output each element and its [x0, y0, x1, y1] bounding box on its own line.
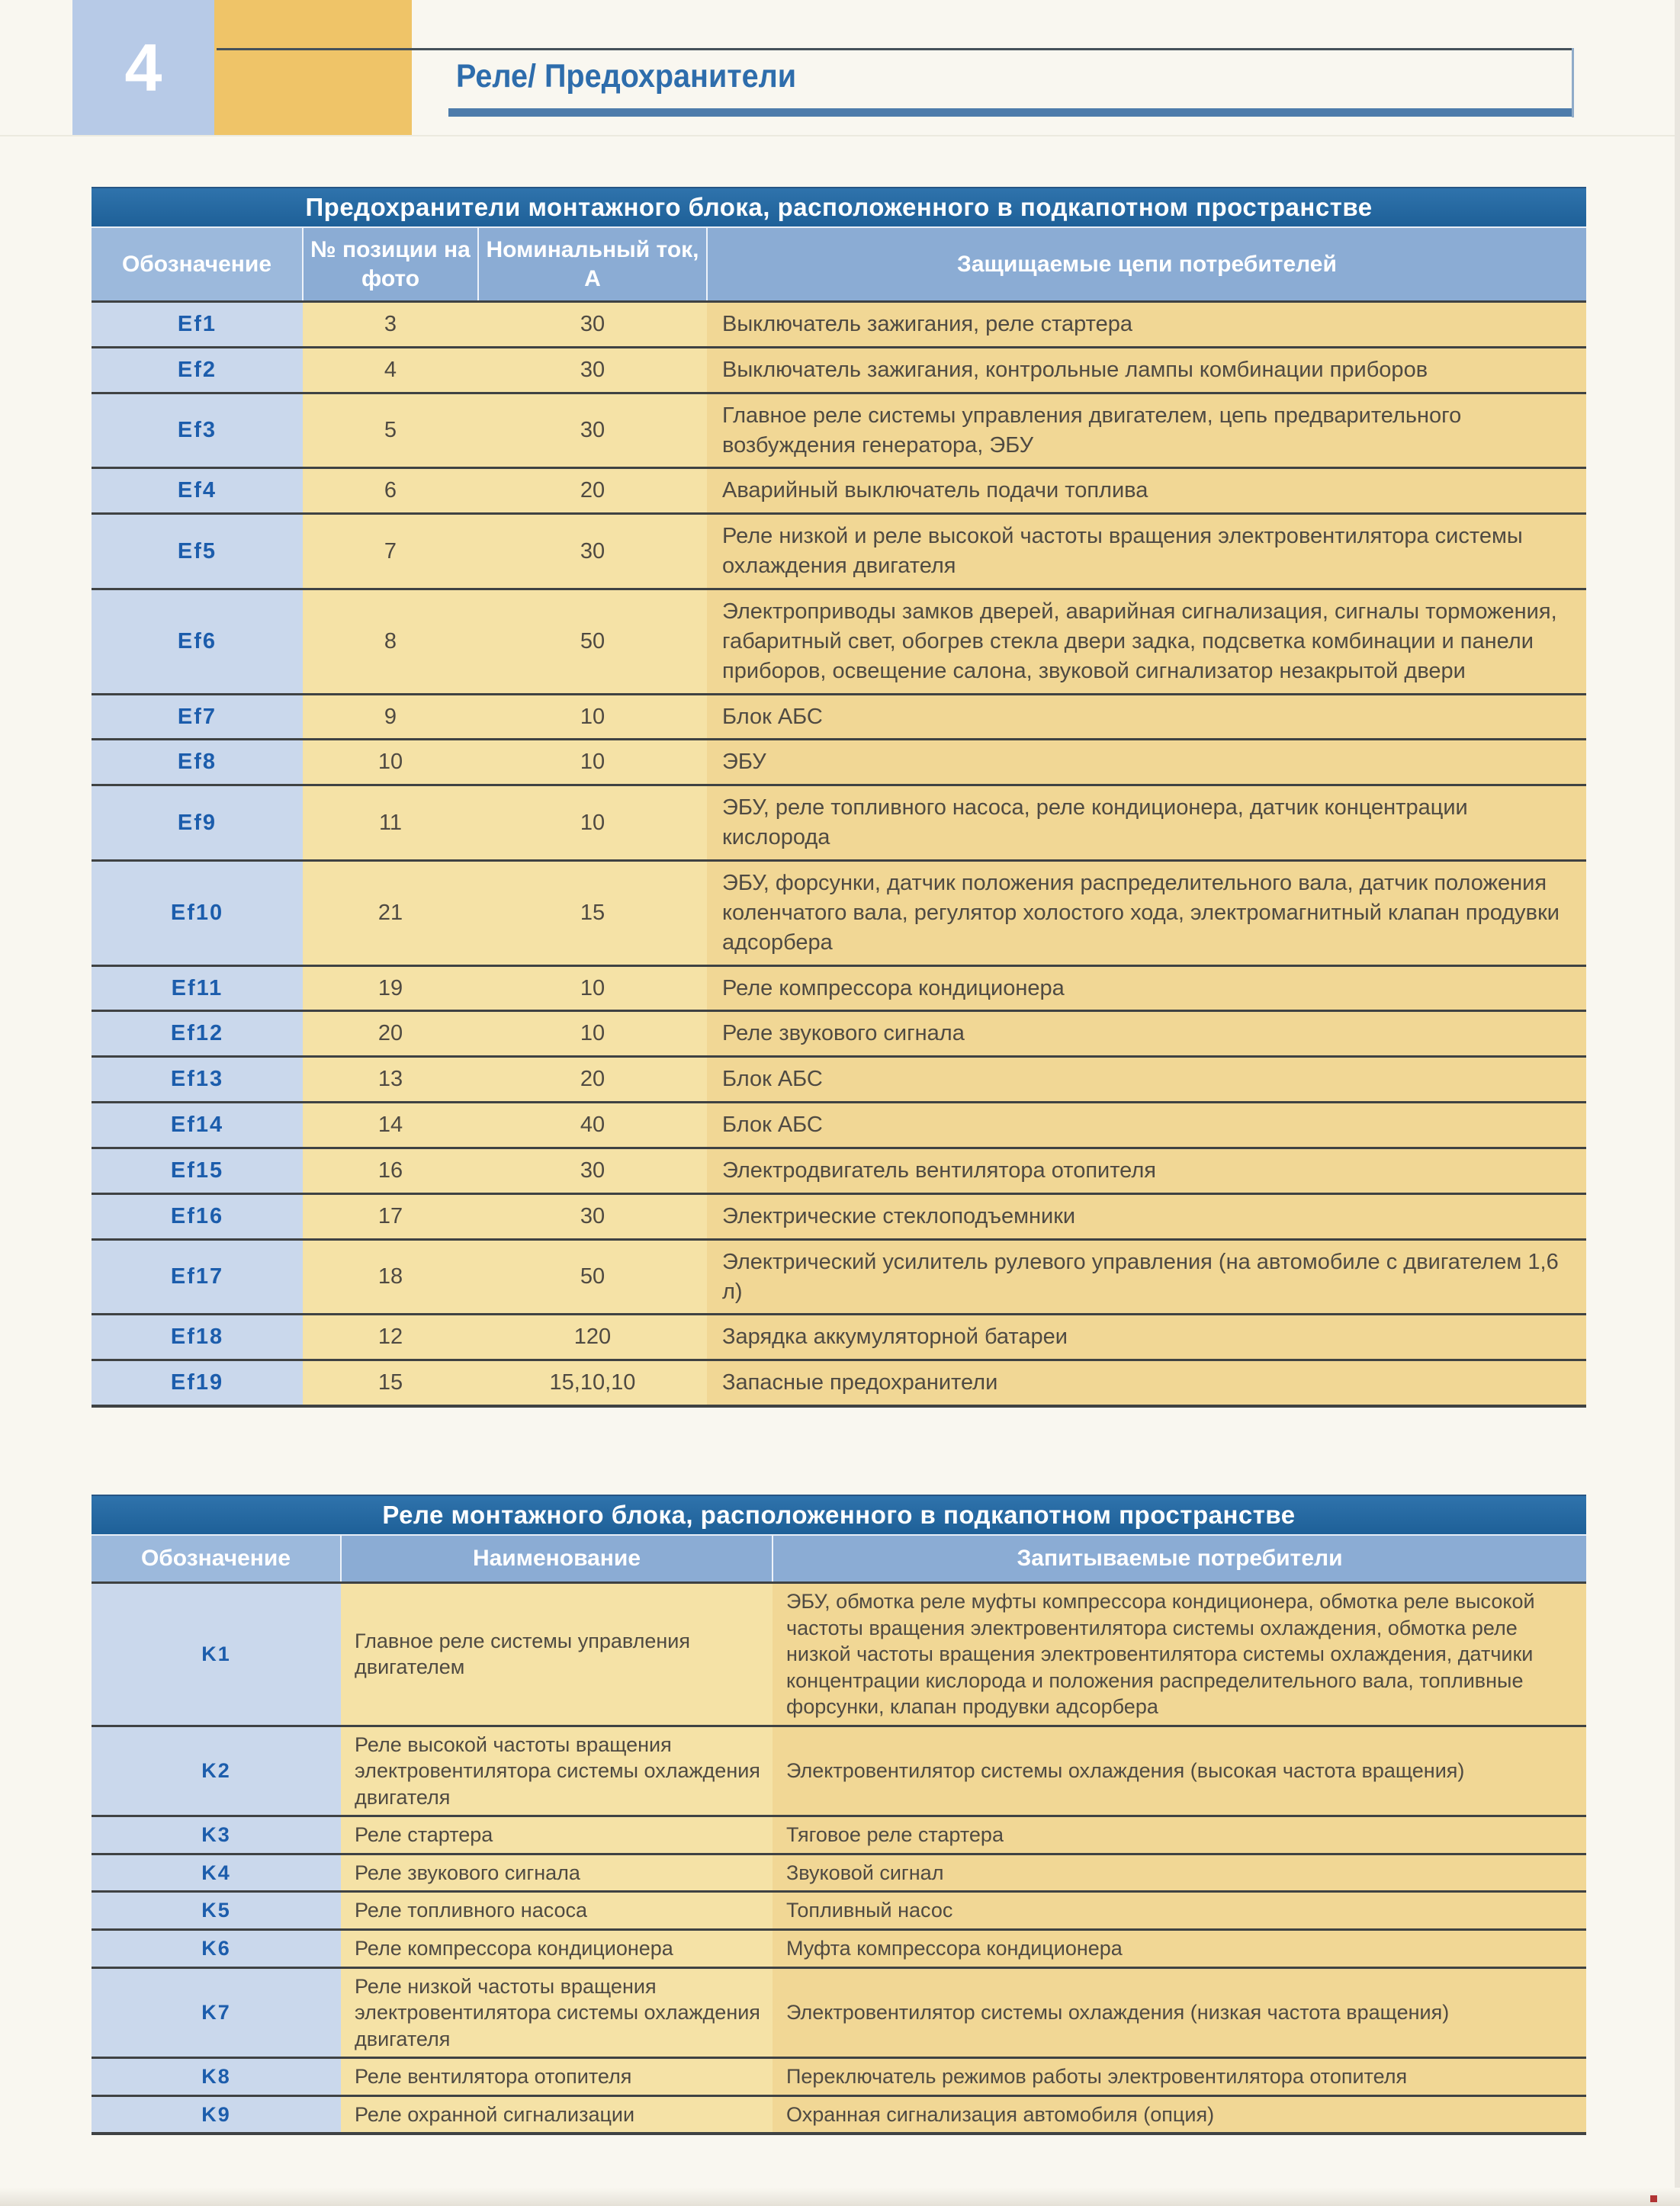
relay-name-cell: Главное реле системы управления двигателем: [341, 1583, 773, 1726]
page-number-tile: [72, 0, 214, 135]
fuse-id-cell: Ef12: [92, 1011, 303, 1057]
fuse-id-cell: Ef4: [92, 468, 303, 514]
relay-table-header-row: [92, 1535, 1586, 1583]
table-row: [92, 1315, 1586, 1360]
column-header-protected-circuits: Защищаемые цепи потребителей: [707, 227, 1586, 302]
fuse-id-cell: Ef1: [92, 302, 303, 348]
fuse-id-cell: Ef16: [92, 1193, 303, 1239]
fuse-id-cell: Ef11: [92, 965, 303, 1011]
table-row: [92, 1239, 1586, 1315]
fuse-id-cell: Ef18: [92, 1315, 303, 1360]
relay-name-cell: Реле вентилятора отопителя: [341, 2058, 773, 2096]
page-right-edge-shadow: [1675, 0, 1680, 2206]
fuse-position-cell: 12: [303, 1315, 478, 1360]
fuse-position-cell: 11: [303, 785, 478, 861]
fuse-amperage-cell: 20: [478, 468, 707, 514]
fuse-id-cell: Ef3: [92, 393, 303, 468]
relay-name-cell: Реле стартера: [341, 1816, 773, 1854]
fuse-circuits-cell: Запасные предохранители: [707, 1360, 1586, 1406]
fuse-amperage-cell: 15,10,10: [478, 1360, 707, 1406]
fuse-amperage-cell: 40: [478, 1103, 707, 1148]
fuse-id-cell: Ef19: [92, 1360, 303, 1406]
fuse-amperage-cell: 30: [478, 302, 707, 348]
header-edge-line: [0, 135, 1680, 136]
fuse-circuits-cell: Зарядка аккумуляторной батареи: [707, 1315, 1586, 1360]
fuse-position-cell: 21: [303, 861, 478, 966]
relay-consumers-cell: Электровентилятор системы охлаждения (низкая частота вращения): [773, 1967, 1586, 2058]
fuse-position-cell: 17: [303, 1193, 478, 1239]
fuse-position-cell: 14: [303, 1103, 478, 1148]
section-title-underline: [448, 108, 1572, 117]
column-header-powered-consumers: Запитываемые потребители: [773, 1535, 1586, 1583]
fuse-id-cell: Ef8: [92, 740, 303, 785]
fuse-table-container: [92, 187, 1586, 1408]
relay-id-cell: K2: [92, 1726, 341, 1816]
fuse-circuits-cell: Блок АБС: [707, 1103, 1586, 1148]
relay-table: [92, 1495, 1586, 2135]
fuse-id-cell: Ef7: [92, 694, 303, 740]
fuse-amperage-cell: 30: [478, 514, 707, 589]
fuse-amperage-cell: 30: [478, 1148, 707, 1194]
relay-table-container: [92, 1495, 1586, 2135]
fuse-amperage-cell: 10: [478, 694, 707, 740]
fuse-circuits-cell: ЭБУ, форсунки, датчик положения распределительного вала, датчик положения коленчатого вала, регулятор холостого хода, электромагнитный клапан продувки адсорбера: [707, 861, 1586, 966]
fuse-amperage-cell: 10: [478, 785, 707, 861]
relay-name-cell: Реле топливного насоса: [341, 1892, 773, 1930]
fuse-id-cell: Ef10: [92, 861, 303, 966]
table-row: [92, 1011, 1586, 1057]
fuse-amperage-cell: 50: [478, 589, 707, 695]
fuse-amperage-cell: 30: [478, 347, 707, 393]
relay-consumers-cell: Электровентилятор системы охлаждения (высокая частота вращения): [773, 1726, 1586, 1816]
fuse-circuits-cell: Электродвигатель вентилятора отопителя: [707, 1148, 1586, 1194]
fuse-table-header-row: [92, 227, 1586, 302]
fuse-circuits-cell: Главное реле системы управления двигателем, цепь предварительного возбуждения генератора, ЭБУ: [707, 393, 1586, 468]
table-row: [92, 1103, 1586, 1148]
fuse-table: [92, 187, 1586, 1408]
relay-id-cell: K7: [92, 1967, 341, 2058]
column-header-name: Наименование: [341, 1535, 773, 1583]
table-row: [92, 785, 1586, 861]
relay-id-cell: K1: [92, 1583, 341, 1726]
fuse-position-cell: 15: [303, 1360, 478, 1406]
fuse-table-title-row: [92, 188, 1586, 227]
header-top-rule: [217, 48, 1574, 50]
fuse-id-cell: Ef6: [92, 589, 303, 695]
fuse-circuits-cell: Реле низкой и реле высокой частоты вращения электровентилятора системы охлаждения двигателя: [707, 514, 1586, 589]
table-row: [92, 2058, 1586, 2096]
fuse-circuits-cell: Реле звукового сигнала: [707, 1011, 1586, 1057]
page-number: 4: [124, 29, 162, 105]
relay-id-cell: K6: [92, 1930, 341, 1968]
relay-consumers-cell: ЭБУ, обмотка реле муфты компрессора кондиционера, обмотка реле высокой частоты вращения электровентилятора системы охлаждения, обмотка реле низкой частоты вращения электровентилятора системы охлаждения, датчики концентрации кислорода и положения распределительного вала, топливные форсунки, клапан продувки адсорбера: [773, 1583, 1586, 1726]
table-row: [92, 1193, 1586, 1239]
table-row: [92, 965, 1586, 1011]
relay-name-cell: Реле звукового сигнала: [341, 1854, 773, 1892]
fuse-position-cell: 20: [303, 1011, 478, 1057]
relay-id-cell: K5: [92, 1892, 341, 1930]
fuse-amperage-cell: 15: [478, 861, 707, 966]
table-row: [92, 1816, 1586, 1854]
fuse-position-cell: 5: [303, 393, 478, 468]
column-header-designation: Обозначение: [92, 1535, 341, 1583]
table-row: [92, 1892, 1586, 1930]
scan-artifact-dot: [1650, 2195, 1657, 2202]
fuse-circuits-cell: Электрический усилитель рулевого управления (на автомобиле с двигателем 1,6 л): [707, 1239, 1586, 1315]
header-right-rule: [1572, 48, 1574, 117]
column-header-rated-current: Номинальный ток, А: [478, 227, 707, 302]
table-row: [92, 1854, 1586, 1892]
table-row: [92, 1967, 1586, 2058]
fuse-id-cell: Ef15: [92, 1148, 303, 1194]
table-row: [92, 740, 1586, 785]
column-header-photo-position: № позиции на фото: [303, 227, 478, 302]
fuse-circuits-cell: ЭБУ: [707, 740, 1586, 785]
fuse-position-cell: 18: [303, 1239, 478, 1315]
table-row: [92, 347, 1586, 393]
table-row: [92, 302, 1586, 348]
fuse-position-cell: 13: [303, 1057, 478, 1103]
table-row: [92, 468, 1586, 514]
table-row: [92, 1148, 1586, 1194]
table-row: [92, 1930, 1586, 1968]
fuse-circuits-cell: Блок АБС: [707, 694, 1586, 740]
column-header-designation: Обозначение: [92, 227, 303, 302]
fuse-circuits-cell: ЭБУ, реле топливного насоса, реле кондиционера, датчик концентрации кислорода: [707, 785, 1586, 861]
fuse-amperage-cell: 10: [478, 965, 707, 1011]
fuse-id-cell: Ef13: [92, 1057, 303, 1103]
relay-name-cell: Реле низкой частоты вращения электровентилятора системы охлаждения двигателя: [341, 1967, 773, 2058]
relay-id-cell: K3: [92, 1816, 341, 1854]
fuse-id-cell: Ef9: [92, 785, 303, 861]
fuse-amperage-cell: 10: [478, 1011, 707, 1057]
fuse-circuits-cell: Выключатель зажигания, контрольные лампы комбинации приборов: [707, 347, 1586, 393]
relay-consumers-cell: Охранная сигнализация автомобиля (опция): [773, 2095, 1586, 2134]
fuse-position-cell: 3: [303, 302, 478, 348]
fuse-circuits-cell: Выключатель зажигания, реле стартера: [707, 302, 1586, 348]
relay-name-cell: Реле охранной сигнализации: [341, 2095, 773, 2134]
table-row: [92, 2095, 1586, 2134]
relay-id-cell: K4: [92, 1854, 341, 1892]
page-bottom-edge-shadow: [0, 2188, 1680, 2206]
fuse-circuits-cell: Электрические стеклоподъемники: [707, 1193, 1586, 1239]
fuse-circuits-cell: Блок АБС: [707, 1057, 1586, 1103]
relay-table-title-row: [92, 1495, 1586, 1535]
fuse-position-cell: 8: [303, 589, 478, 695]
fuse-position-cell: 4: [303, 347, 478, 393]
fuse-amperage-cell: 20: [478, 1057, 707, 1103]
fuse-amperage-cell: 30: [478, 1193, 707, 1239]
fuse-position-cell: 10: [303, 740, 478, 785]
fuse-id-cell: Ef5: [92, 514, 303, 589]
orange-tile: [214, 0, 412, 135]
table-row: [92, 1726, 1586, 1816]
fuse-position-cell: 7: [303, 514, 478, 589]
relay-name-cell: Реле компрессора кондиционера: [341, 1930, 773, 1968]
fuse-circuits-cell: Реле компрессора кондиционера: [707, 965, 1586, 1011]
relay-consumers-cell: Муфта компрессора кондиционера: [773, 1930, 1586, 1968]
fuse-id-cell: Ef17: [92, 1239, 303, 1315]
table-row: [92, 694, 1586, 740]
relay-name-cell: Реле высокой частоты вращения электровентилятора системы охлаждения двигателя: [341, 1726, 773, 1816]
fuse-id-cell: Ef14: [92, 1103, 303, 1148]
fuse-circuits-cell: Аварийный выключатель подачи топлива: [707, 468, 1586, 514]
fuse-position-cell: 19: [303, 965, 478, 1011]
fuse-position-cell: 6: [303, 468, 478, 514]
relay-consumers-cell: Переключатель режимов работы электровентилятора отопителя: [773, 2058, 1586, 2096]
table-row: [92, 393, 1586, 468]
relay-consumers-cell: Топливный насос: [773, 1892, 1586, 1930]
relay-table-title: Реле монтажного блока, расположенного в подкапотном пространстве: [92, 1495, 1586, 1535]
table-row: [92, 589, 1586, 695]
fuse-amperage-cell: 50: [478, 1239, 707, 1315]
table-row: [92, 861, 1586, 966]
fuse-id-cell: Ef2: [92, 347, 303, 393]
section-title: Реле/ Предохранители: [456, 58, 797, 95]
fuse-amperage-cell: 10: [478, 740, 707, 785]
relay-id-cell: K8: [92, 2058, 341, 2096]
fuse-amperage-cell: 30: [478, 393, 707, 468]
fuse-position-cell: 16: [303, 1148, 478, 1194]
table-row: [92, 1360, 1586, 1406]
fuse-position-cell: 9: [303, 694, 478, 740]
fuse-circuits-cell: Электроприводы замков дверей, аварийная сигнализация, сигналы торможения, габаритный свет, обогрев стекла двери задка, подсветка комбинации и панели приборов, освещение салона, звуковой сигнализатор незакрытой двери: [707, 589, 1586, 695]
fuse-table-title: Предохранители монтажного блока, расположенного в подкапотном пространстве: [92, 188, 1586, 227]
fuse-amperage-cell: 120: [478, 1315, 707, 1360]
table-row: [92, 1057, 1586, 1103]
table-row: [92, 514, 1586, 589]
relay-id-cell: K9: [92, 2095, 341, 2134]
table-row: [92, 1583, 1586, 1726]
relay-consumers-cell: Тяговое реле стартера: [773, 1816, 1586, 1854]
relay-consumers-cell: Звуковой сигнал: [773, 1854, 1586, 1892]
